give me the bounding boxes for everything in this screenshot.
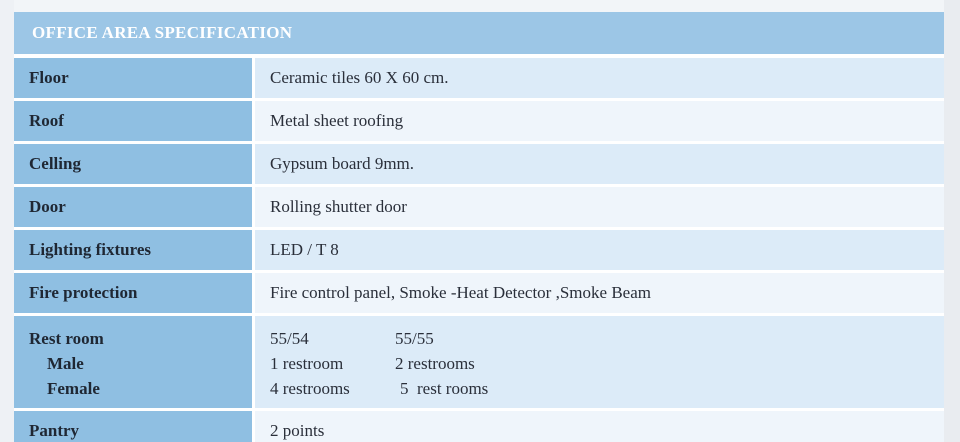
row-value: 2 points	[255, 411, 944, 442]
col1-female: 4 restrooms	[270, 379, 350, 398]
office-area-specification-table	[14, 12, 944, 442]
row-label: Celling	[14, 144, 252, 184]
row-value: Gypsum board 9mm.	[255, 144, 944, 184]
rest-room-label: Rest room	[29, 329, 104, 348]
row-label: Pantry	[14, 411, 252, 442]
row-value: Ceramic tiles 60 X 60 cm.	[255, 58, 944, 98]
left-page-edge	[0, 0, 14, 442]
col2-female: 5 rest rooms	[400, 379, 489, 398]
row-label: Door	[14, 187, 252, 227]
rest-room-female-line	[255, 376, 944, 401]
table-row-rest-room	[14, 316, 944, 408]
table-title: OFFICE AREA SPECIFICATION	[14, 12, 944, 54]
row-value: Rolling shutter door	[255, 187, 944, 227]
rest-room-label-cell	[14, 316, 252, 408]
male-label: Male	[47, 354, 84, 373]
table-row-pantry	[14, 411, 944, 442]
table-row-door	[14, 187, 944, 227]
table-row-floor	[14, 58, 944, 98]
col1-male: 1 restroom	[270, 354, 344, 373]
row-label: Floor	[14, 58, 252, 98]
table-row-celling	[14, 144, 944, 184]
row-label: Fire protection	[14, 273, 252, 313]
row-value: Fire control panel, Smoke -Heat Detector ,Smoke Beam	[255, 273, 944, 313]
row-value: Metal sheet roofing	[255, 101, 944, 141]
table-row-lighting-fixtures	[14, 230, 944, 270]
col2-male: 2 restrooms	[395, 354, 475, 373]
rest-room-header-line	[255, 326, 944, 351]
table-row-fire-protection	[14, 273, 944, 313]
row-label: Roof	[14, 101, 252, 141]
female-label: Female	[47, 379, 100, 398]
col1-header: 55/54	[270, 329, 309, 348]
rest-room-value-cell	[255, 316, 944, 408]
table-row-roof	[14, 101, 944, 141]
rest-room-male-line	[255, 351, 944, 376]
col2-header: 55/55	[395, 329, 434, 348]
right-page-edge	[944, 0, 960, 442]
row-value: LED / T 8	[255, 230, 944, 270]
row-label: Lighting fixtures	[14, 230, 252, 270]
